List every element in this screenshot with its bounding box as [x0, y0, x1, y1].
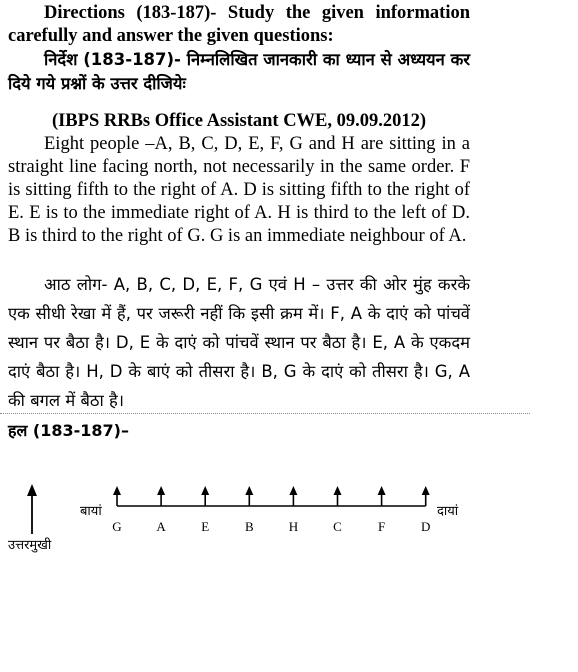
- solution-heading: हल (183-187)–: [8, 421, 129, 440]
- seat-arrow-icon: [378, 486, 386, 495]
- seat-label: G: [112, 519, 122, 534]
- seat-arrow-icon: [157, 486, 165, 495]
- seat-arrow-icon: [201, 486, 209, 495]
- directions-hindi: निर्देश (183-187)- निम्नलिखित जानकारी का ध्यान से अध्ययन कर दिये गये प्रश्नों के उत्तर दीजियेः: [8, 50, 470, 93]
- north-arrow-icon: [27, 484, 37, 534]
- directions-english: Directions (183-187)- Study the given information carefully and answer the given questions:: [8, 3, 470, 46]
- seat-label: C: [333, 519, 342, 534]
- seat-arrow-icon: [334, 486, 342, 495]
- seat-label: F: [377, 519, 386, 534]
- seat-label: E: [201, 519, 210, 534]
- seat-label: A: [156, 519, 166, 534]
- seat-line: [112, 486, 430, 534]
- seating-diagram: [0, 470, 578, 570]
- seat-label: B: [244, 519, 254, 534]
- seat-arrow-icon: [113, 486, 121, 495]
- seat-arrow-icon: [289, 486, 297, 495]
- passage-hindi: आठ लोग- A, B, C, D, E, F, G एवं H – उत्तर की ओर मुंह करके एक सीधी रेखा में हैं, पर जरूरी नहीं कि इसी क्रम में। F, A के दाएं को पांचवें स्थान पर बैठा है। D, E के दाएं को पांचवें स्थान पर बैठा है। E, A के एकदम दाएं बैठा है। H, D के बाएं को तीसरा है। B, G के दाएं को तीसरा है। G, A की बगल में बैठा है।: [8, 275, 470, 410]
- seat-label: D: [421, 519, 431, 534]
- right-label: दायां: [437, 504, 459, 519]
- seat-label: H: [288, 519, 299, 534]
- facing-label: उत्तरमुखी: [8, 538, 52, 553]
- left-label: बायां: [80, 504, 102, 519]
- section-divider: [0, 413, 530, 414]
- source-citation: (IBPS RRBs Office Assistant CWE, 09.09.2012): [51, 111, 427, 131]
- seat-arrow-icon: [245, 486, 253, 495]
- seat-arrow-icon: [422, 486, 430, 495]
- passage-english: Eight people –A, B, C, D, E, F, G and H are sitting in a straight line facing north, not necessarily in the same order. F is sitting fifth to the right of A. D is sitting fifth to the right of E. E is to the immediate right of A. H is third to the left of D. B is third to the right of G. G is an immediate neighbour of A.: [8, 134, 470, 246]
